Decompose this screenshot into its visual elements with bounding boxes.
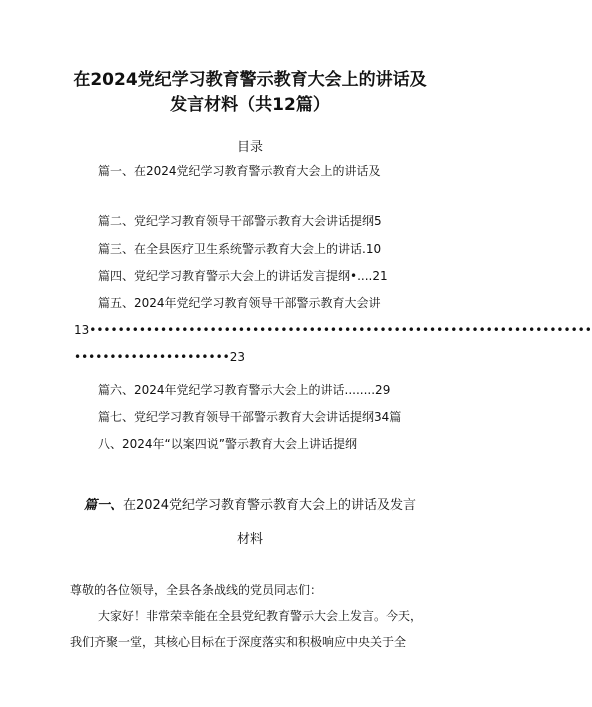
section-title-line2: 材料	[236, 532, 263, 547]
toc-entry-5-continuation[interactable]: 13•••••••••••••••••••••••••••••••••••••••••••••••••••••••••••••••••••••••	[74, 323, 592, 337]
body-paragraph-salutation: 尊敬的各位领导，全县各条战线的党员同志们：	[70, 583, 323, 597]
toc-entry-5-page[interactable]: ••••••••••••••••••••••23	[74, 350, 245, 364]
section-title-line1: 在2024党纪学习教育警示教育大会上的讲话及发言	[122, 498, 417, 513]
toc-entry-3[interactable]: 篇三、在全县医疗卫生系统警示教育大会上的讲话.10	[98, 242, 382, 256]
section-prefix: 篇一、	[83, 498, 123, 513]
document-title-line1: 在2024党纪学习教育警示教育大会上的讲话及	[73, 70, 427, 90]
toc-entry-7[interactable]: 篇七、党纪学习教育领导干部警示教育大会讲话提纲34篇	[98, 410, 402, 424]
body-paragraph-line1: 大家好！非常荣幸能在全县党纪教育警示大会上发言。今天，	[98, 609, 423, 623]
section-heading	[0, 494, 500, 513]
document-title-line2: 发言材料（共12篇）	[170, 95, 330, 115]
toc-entry-8[interactable]: 八、2024年“以案四说”警示教育大会上讲话提纲	[98, 437, 357, 451]
toc-entry-1[interactable]: 篇一、在2024党纪学习教育警示教育大会上的讲话及	[98, 164, 381, 178]
toc-entry-5[interactable]: 篇五、2024年党纪学习教育领导干部警示教育大会讲	[98, 296, 381, 310]
toc-entry-6[interactable]: 篇六、2024年党纪学习教育警示大会上的讲话........29	[98, 383, 391, 397]
toc-entry-2[interactable]: 篇二、党纪学习教育领导干部警示教育大会讲话提纲5	[98, 214, 382, 228]
toc-heading: 目录	[236, 140, 263, 155]
toc-entry-4[interactable]: 篇四、党纪学习教育警示大会上的讲话发言提纲•....21	[98, 269, 388, 283]
body-paragraph-line2: 我们齐聚一堂，其核心目标在于深度落实和积极响应中央关于全	[70, 635, 407, 649]
